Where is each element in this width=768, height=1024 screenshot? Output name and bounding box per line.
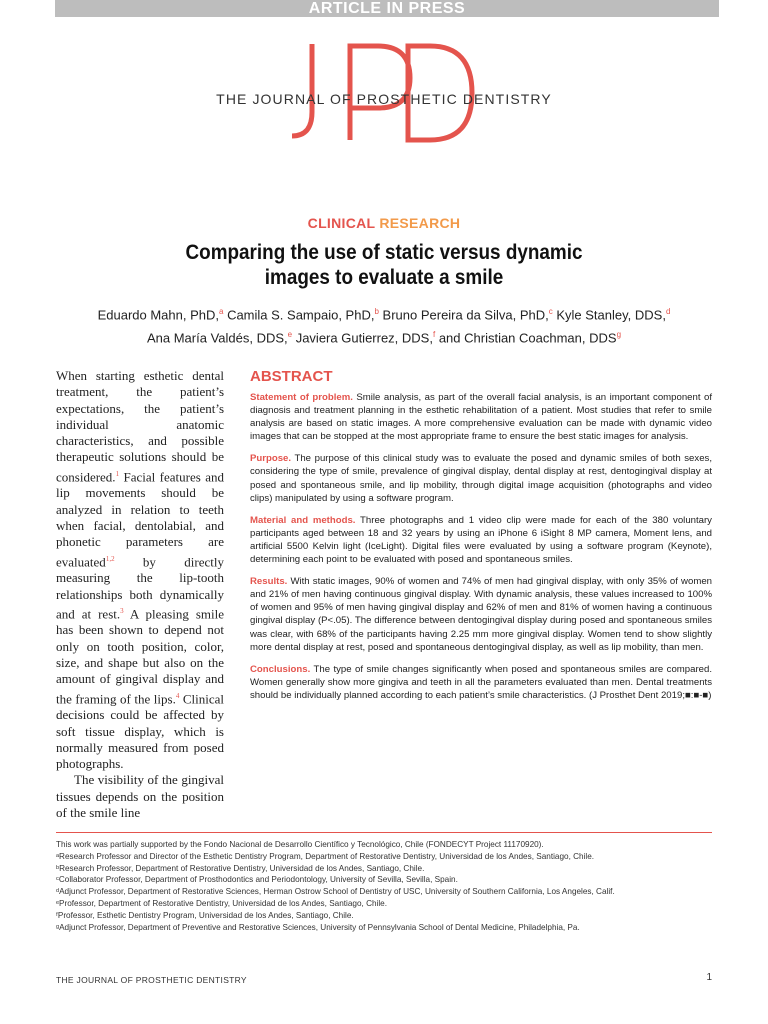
section-label [0,214,768,232]
author-list [0,302,768,349]
section-label-research: RESEARCH [379,215,461,231]
author-affiliation-mark: d [665,307,671,316]
footnote-affiliation: ᶜCollaborator Professor, Department of Prosthodontics and Periodontology, University of Sevilla, Sevilla, Spain. [56,875,458,885]
intro-text: by directly measuring the lip-tooth relationships both dynamically and at rest. [56,553,224,622]
page-number: 1 [706,972,712,983]
intro-paragraph-1 [56,368,224,772]
author-name: Javiera Gutierrez, DDS, [292,330,433,346]
author-name: and Christian Coachman, DDS [435,330,617,346]
reference-mark[interactable]: 1 [115,469,120,478]
intro-text: When starting esthetic dental treatment, the patient’s expectations, the patient’s individual anatomic characteristics, and possible therapeutic solutions should be considered. [56,368,224,485]
abstract-results [250,575,712,654]
footnote-divider [56,832,712,833]
footnotes [56,839,716,933]
abstract-label: Statement of problem. [250,392,353,403]
abstract-text: With static images, 90% of women and 74% of men had gingival display, with only 35% of women and 21% of men having continuous gingival display. With dynamic analysis, these values increased to 100% of women and 95% of men having gingival display and 62% of men and 81% of women having a continuous gingival display (P<.05). The difference between dentogingival display during posed and spontaneous smiles was clear, with 68% of the participants having 2.25 mm more gingival display. Women tend to show slightly more dental display at rest, posed and spontaneous dentogingival display, as well as lip mobility, than men. [250,576,712,653]
abstract-heading: ABSTRACT [250,368,333,385]
abstract-text: Smile analysis, as part of the overall facial analysis, is an important component of diagnosis and treatment planning in the esthetic rehabilitation of a patient. Most studies that refer to smile analysis are based on static images. A more comprehensive evaluation can be made with dynamic video images that can be stopped at the most appropriate frame to ensure the best static images for analysis. [250,392,712,443]
footnote-affiliation: ᵉProfessor, Department of Restorative Dentistry, Universidad de los Andes, Santiago, Chile. [56,898,388,908]
article-title [38,240,729,290]
author-name: Camila S. Sampaio, PhD, [223,307,375,323]
abstract-text: Three photographs and 1 video clip were made for each of the 380 voluntary participants aged between 18 and 32 years by using an iPhone 6 iSight 8 MP camera, Moment lens, and artificial 5500 Kelvin light (IceLight). Digital files were evaluated by using a software program (Keynote), determining each point to be evaluated with posed and spontaneous smiles. [250,514,712,566]
footer-journal-name: THE JOURNAL OF PROSTHETIC DENTISTRY [56,975,247,985]
reference-mark[interactable]: 4 [175,691,180,700]
abstract-label: Conclusions. [250,663,311,675]
journal-logo [0,36,768,144]
footnote-affiliation: ᵍAdjunct Professor, Department of Preventive and Restorative Sciences, University of Pennsylvania School of Dental Medicine, Philadelphia, Pa. [56,922,580,932]
abstract-methods [250,514,712,566]
footnote-affiliation: ᵃResearch Professor and Director of the Esthetic Dentistry Program, Department of Restorative Dentistry, Universidad de los Andes, Santiago, Chile. [56,851,595,861]
jpd-logo-icon [290,36,480,144]
intro-paragraph-2: The visibility of the gingival tissues depends on the position of the smile line [56,772,224,821]
abstract-text: The purpose of this clinical study was to evaluate the posed and dynamic smiles of both sexes, considering the type of smile, prevalence of gingival display, dental display at rest, dentogingival display at posed and spontaneous smile, and lip mobility, through digital image acquisition (photographs and video clips) manipulated by using a software program. [250,453,712,504]
abstract-label: Results. [250,576,288,588]
author-line-2 [0,325,768,348]
journal-name: THE JOURNAL OF PROSTHETIC DENTISTRY [216,91,552,107]
section-label-clinical: CLINICAL [307,215,376,231]
abstract-purpose [250,452,712,504]
author-affiliation-mark: f [432,330,436,340]
author-affiliation-mark: e [287,330,293,340]
abstract-statement-of-problem [250,391,712,443]
abstract-label: Purpose. [250,453,292,465]
author-name: Kyle Stanley, DDS, [552,307,666,323]
author-affiliation-mark: a [219,307,224,316]
article-title-line1: Comparing the use of static versus dynamic [185,241,583,264]
author-affiliation-mark: g [616,330,622,340]
intro-text: Facial features and lip movements should be analyzed in relation to teeth when facial, dentolabial, and phonetic parameters are evaluated [56,469,224,569]
author-affiliation-mark: b [374,307,379,316]
abstract-conclusions [250,663,712,702]
reference-mark[interactable]: 3 [120,606,124,615]
reference-mark[interactable]: 1,2 [105,554,115,563]
footnote-affiliation: ᵈAdjunct Professor, Department of Restorative Sciences, Herman Ostrow School of Dentistry of USC, University of Southern California, Los Angeles, Calif. [56,887,615,897]
author-name: Eduardo Mahn, PhD, [97,307,219,323]
author-line-1 [0,302,768,325]
author-affiliation-mark: c [548,307,553,316]
intro-text: Clinical decisions could be affected by soft tissue display, which is normally measured from posed photographs. [56,690,224,772]
abstract-label: Material and methods. [250,514,356,526]
footnote-affiliation: ᶠProfessor, Esthetic Dentistry Program, Universidad de los Andes, Santiago, Chile. [56,910,354,920]
footnote-affiliation: ᵇResearch Professor, Department of Restorative Dentistry, Universidad de los Andes, Santiago, Chile. [56,863,425,873]
introduction-column [56,368,224,821]
footnote-funding: This work was partially supported by the Fondo Nacional de Desarrollo Científico y Tecnológico, Chile (FONDECYT Project 11170920). [56,840,544,849]
abstract [250,368,712,711]
intro-text: A pleasing smile has been shown to depend not only on tooth position, color, size, and shape but also on the amount of gingival display and the framing of the lips. [56,606,224,706]
abstract-text: The type of smile changes significantly when posed and spontaneous smiles are compared. Women generally show more gingiva and teeth in all the parameters evaluated than men. Dental treatments should be individually planned according to each patient’s smile characteristics. (J Prosthet Dent 2019;■:■-■) [250,663,712,701]
article-title-line2: images to evaluate a smile [264,266,504,289]
author-name: Ana María Valdés, DDS, [146,330,288,346]
article-in-press-banner: ARTICLE IN PRESS [55,0,719,17]
author-name: Bruno Pereira da Silva, PhD, [378,307,549,323]
